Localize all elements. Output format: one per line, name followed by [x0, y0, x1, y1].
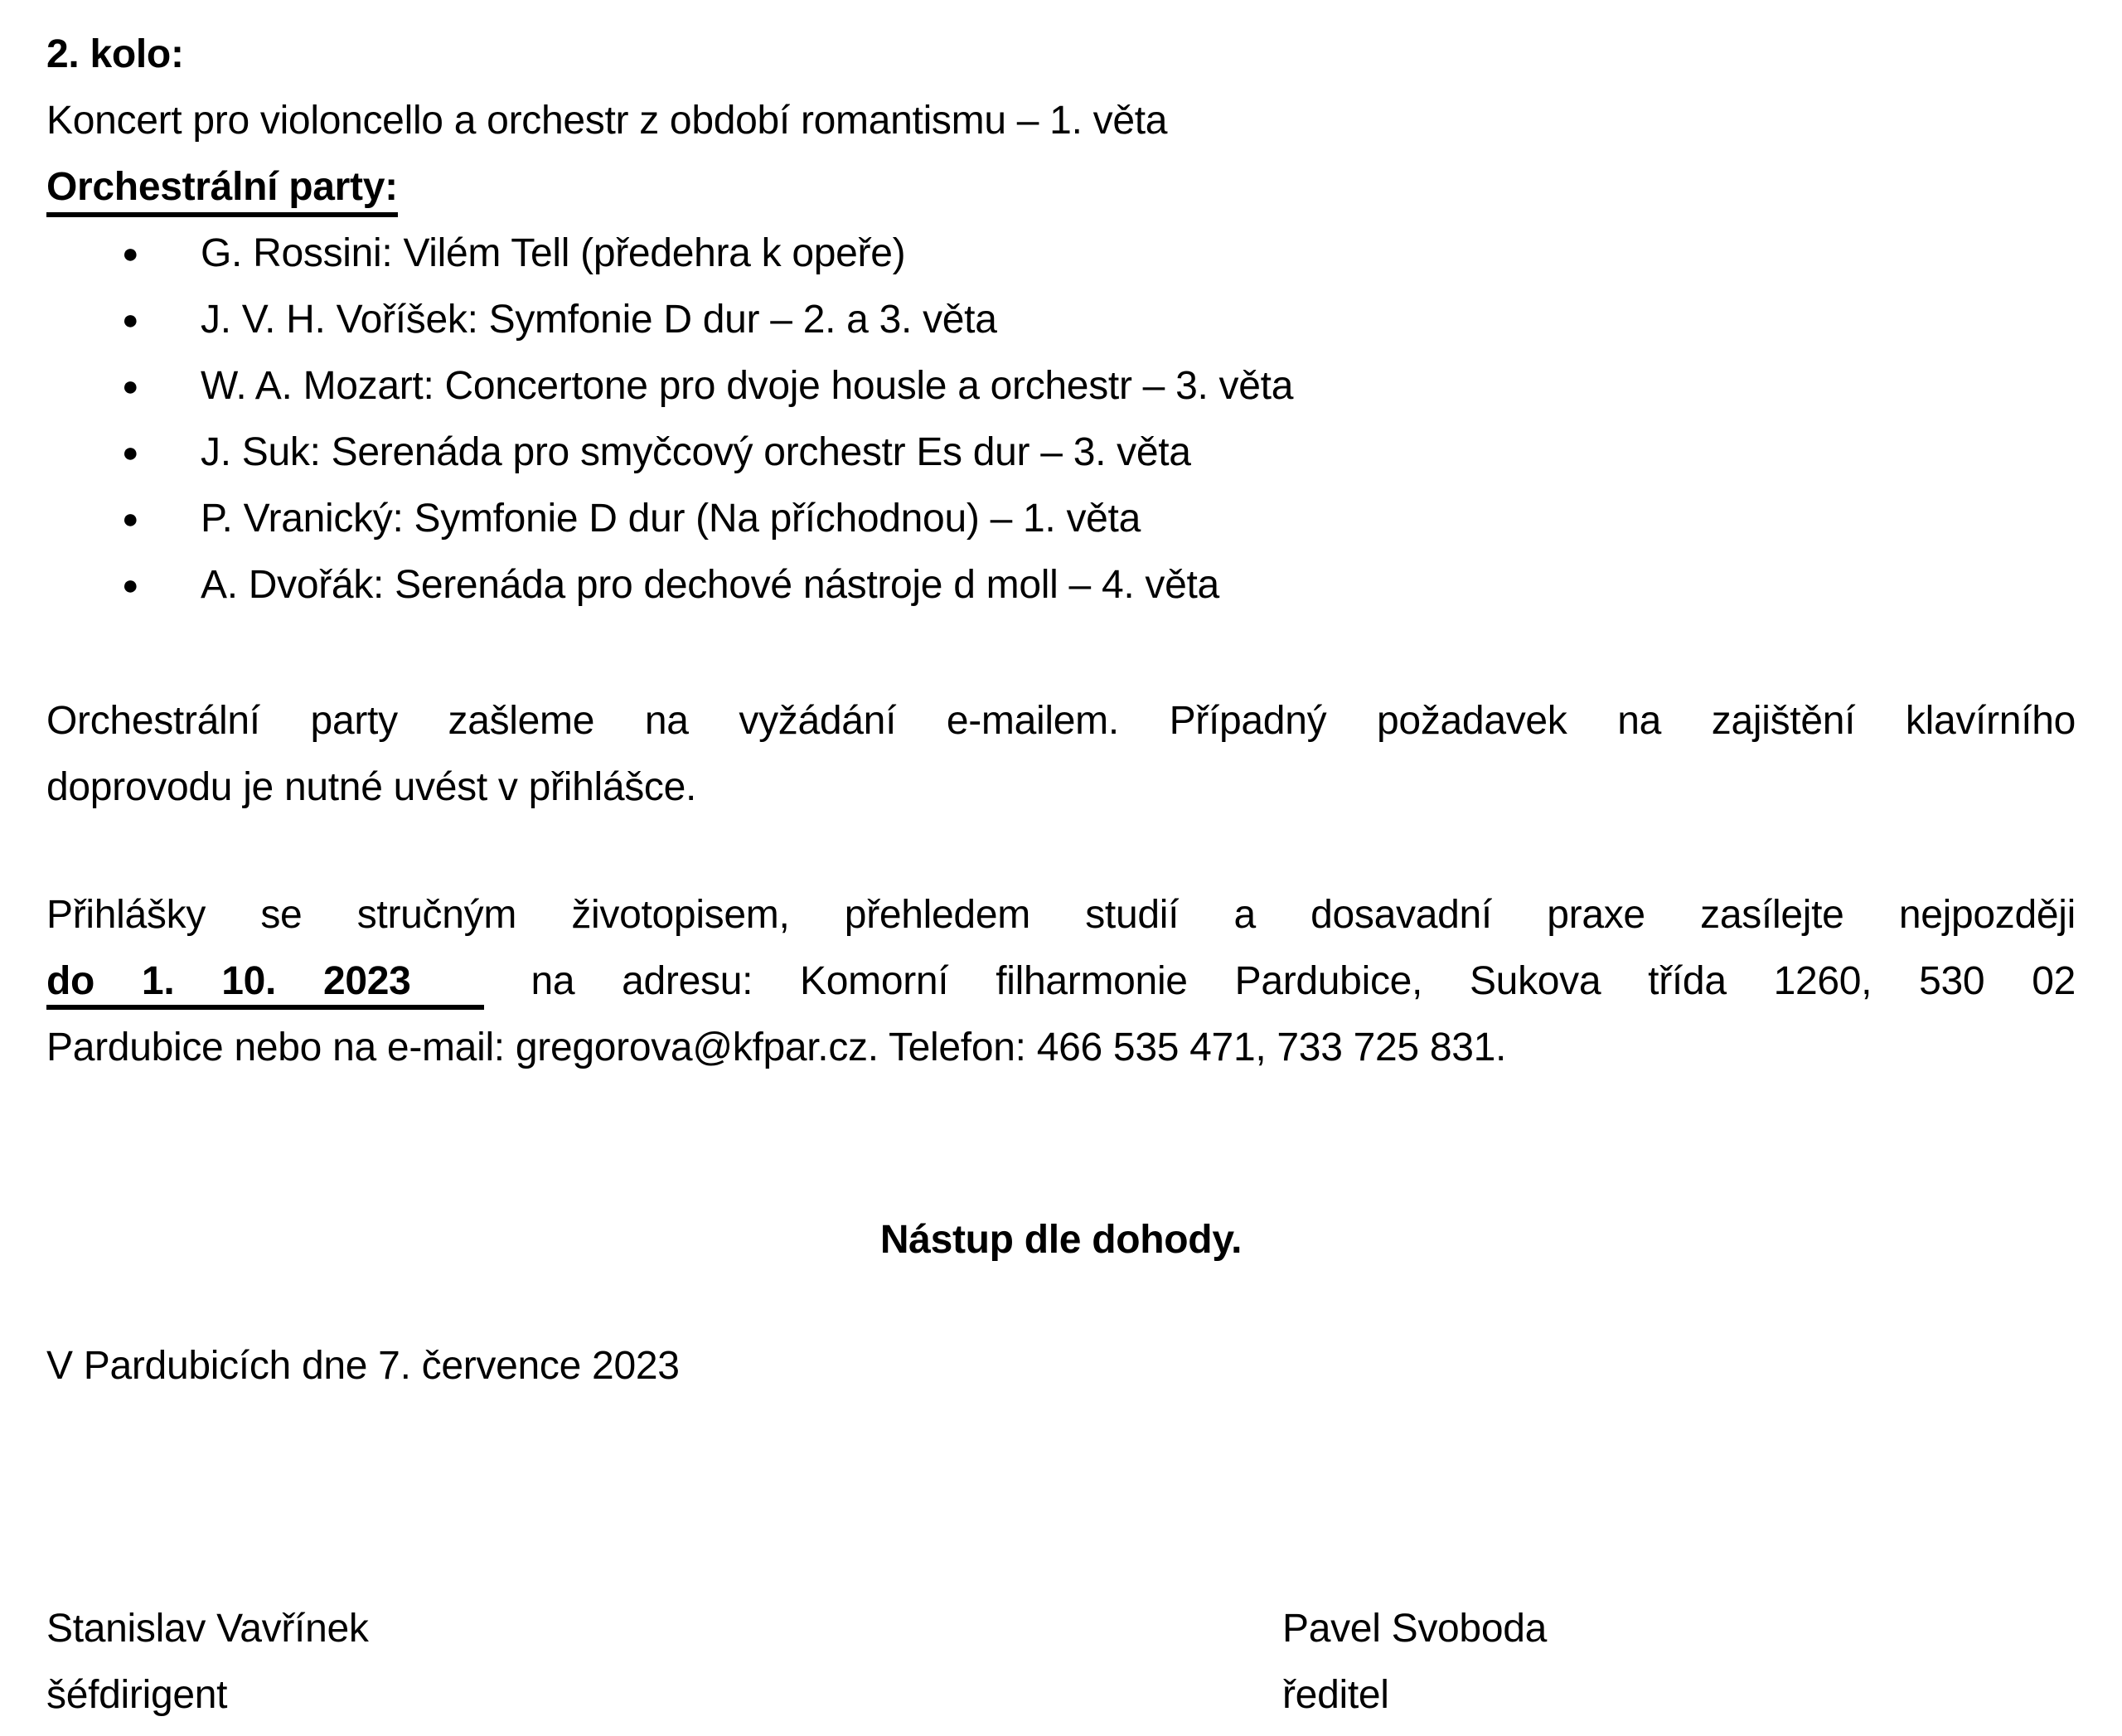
list-item: ● W. A. Mozart: Concertone pro dvoje housle a orchestr – 3. věta — [46, 353, 2076, 419]
orchestral-parts-list — [46, 221, 2076, 618]
application-paragraph — [46, 882, 2076, 1081]
place-date-line: V Pardubicích dne 7. července 2023 — [46, 1344, 680, 1388]
list-item: ● J. Suk: Serenáda pro smyčcový orchestr Es dur – 3. věta — [46, 419, 2076, 486]
list-item: ● P. Vranický: Symfonie D dur (Na příchodnou) – 1. věta — [46, 486, 2076, 552]
parts-note-paragraph — [46, 688, 2076, 821]
round-heading: 2. kolo: — [46, 32, 184, 76]
signature-right — [1282, 1596, 1547, 1729]
list-item: ● G. Rossini: Vilém Tell (předehra k opeře) — [46, 221, 2076, 287]
parts-note-line-1: Orchestrální party zašleme na vyžádání e-mailem. Případný požadavek na zajištění klavírního — [46, 699, 2076, 743]
signature-name: Pavel Svoboda — [1282, 1607, 1547, 1651]
signature-title: šéfdirigent — [46, 1673, 228, 1717]
list-item: ● A. Dvořák: Serenáda pro dechové nástroje d moll – 4. věta — [46, 552, 2076, 618]
signature-block — [46, 1596, 2076, 1729]
application-line-2 — [46, 948, 2076, 1015]
application-line-1: Přihlášky se stručným životopisem, přehledem studií a dosavadní praxe zasílejte nejpozději — [46, 893, 2076, 937]
round-repertoire: Koncert pro violoncello a orchestr z období romantismu – 1. věta — [46, 99, 1168, 143]
application-line-3: Pardubice nebo na e-mail: gregorova@kfpar.cz. Telefon: 466 535 471, 733 725 831. — [46, 1026, 1507, 1069]
orchestral-parts-heading-text: Orchestrální party: — [46, 165, 398, 217]
signature-name: Stanislav Vavřínek — [46, 1607, 369, 1651]
application-deadline: do 1. 10. 2023 — [46, 959, 484, 1010]
start-note: Nástup dle dohody. — [879, 1218, 1243, 1262]
signature-title: ředitel — [1282, 1673, 1389, 1717]
list-item: ● J. V. H. Voříšek: Symfonie D dur – 2. a 3. věta — [46, 287, 2076, 353]
signature-left — [46, 1596, 1282, 1729]
parts-note-line-2: doprovodu je nutné uvést v přihlášce. — [46, 765, 697, 809]
orchestral-parts-heading — [46, 154, 2076, 221]
application-address: na adresu: Komorní filharmonie Pardubice, Sukova třída 1260, 530 02 — [483, 959, 2076, 1003]
